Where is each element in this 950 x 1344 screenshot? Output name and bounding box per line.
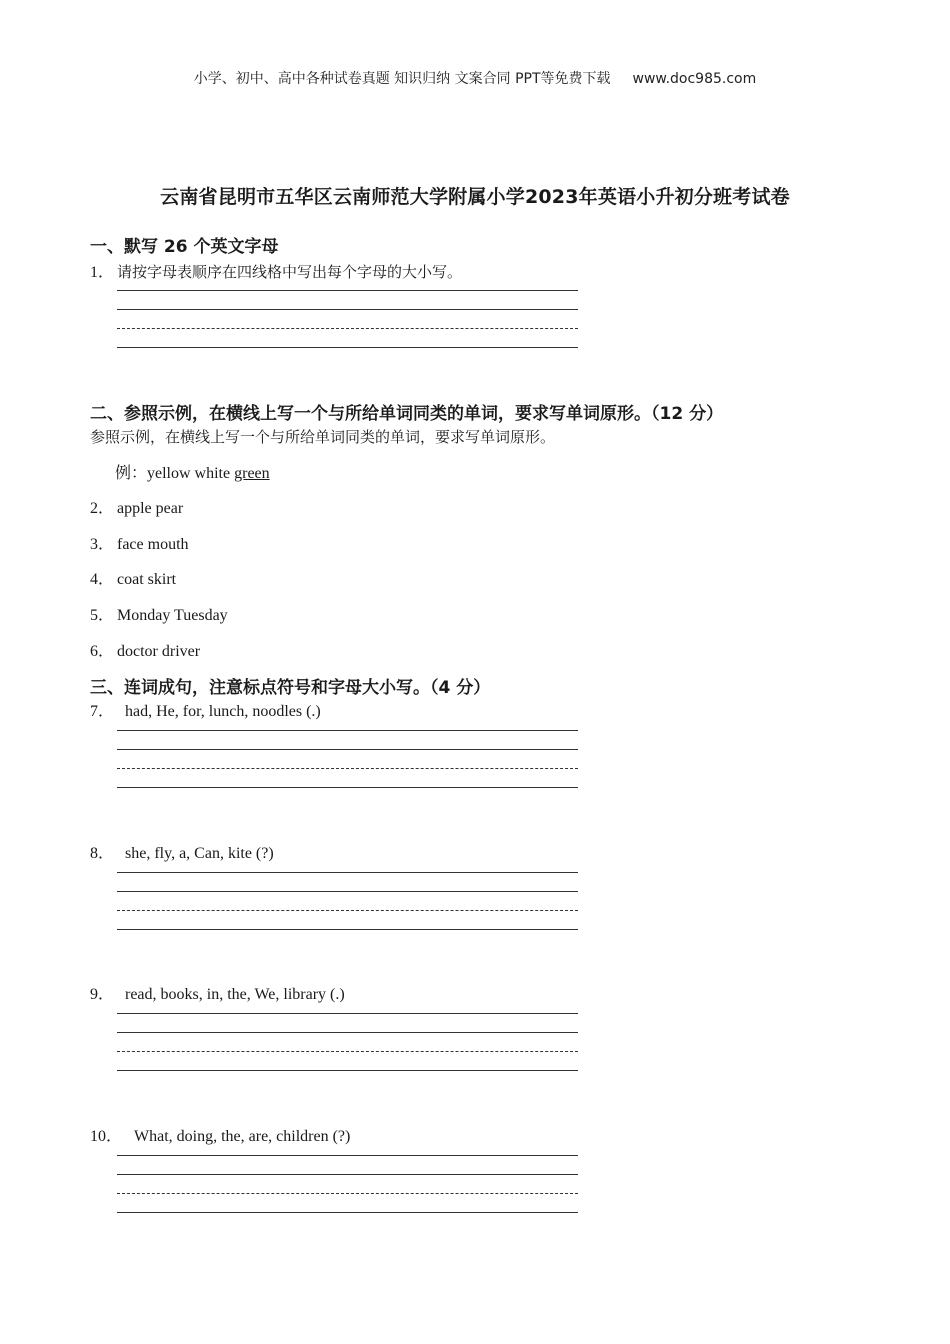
question-10 xyxy=(90,1123,350,1146)
question-4 xyxy=(90,566,176,589)
question-10-number: 10． xyxy=(90,1128,123,1145)
question-9-text: read, books, in, the, We, library (.) xyxy=(125,986,345,1003)
question-8 xyxy=(90,840,274,863)
question-5-text: Monday Tuesday xyxy=(117,607,228,624)
section3-heading: 三、连词成句，注意标点符号和字母大小写。（4 分） xyxy=(90,678,491,698)
question-9-number: 9． xyxy=(90,986,115,1003)
question-7 xyxy=(90,698,321,721)
example-prefix: 例：yellow white xyxy=(115,465,235,482)
question-4-text: coat skirt xyxy=(117,571,177,588)
question-3-number: 3． xyxy=(90,536,115,553)
question-6-text: doctor driver xyxy=(117,643,201,660)
writing-lines-q7[interactable] xyxy=(117,730,578,790)
section2-heading: 二、参照示例，在横线上写一个与所给单词同类的单词，要求写单词原形。（12 分） xyxy=(90,404,724,424)
question-1-text: 请按字母表顺序在四线格中写出每个字母的大小写。 xyxy=(117,265,463,281)
question-5-number: 5． xyxy=(90,607,115,624)
writing-lines-q8[interactable] xyxy=(117,872,578,932)
question-8-number: 8． xyxy=(90,845,115,862)
section2-instruction: 参照示例，在横线上写一个与所给单词同类的单词，要求写单词原形。 xyxy=(90,430,556,446)
section2-example xyxy=(115,460,270,483)
header-text: 小学、初中、高中各种试卷真题 知识归纳 文案合同 PPT等免费下载 xyxy=(193,71,611,87)
question-7-number: 7． xyxy=(90,703,115,720)
section1-heading: 一、默写 26 个英文字母 xyxy=(90,237,279,257)
question-8-text: she, fly, a, Can, kite (?) xyxy=(125,845,274,862)
question-2-number: 2． xyxy=(90,500,115,517)
question-2 xyxy=(90,495,183,518)
writing-lines-q9[interactable] xyxy=(117,1013,578,1073)
question-1 xyxy=(90,259,462,282)
question-9 xyxy=(90,981,345,1004)
page-header xyxy=(0,68,950,88)
question-6 xyxy=(90,638,200,661)
question-7-text: had, He, for, lunch, noodles (.) xyxy=(125,703,321,720)
writing-lines-q10[interactable] xyxy=(117,1155,578,1215)
writing-lines-q1[interactable] xyxy=(117,290,578,350)
page-title: 云南省昆明市五华区云南师范大学附属小学2023年英语小升初分班考试卷 xyxy=(160,186,790,208)
question-10-text: What, doing, the, are, children (?) xyxy=(134,1128,351,1145)
example-answer: green xyxy=(234,465,270,482)
question-3-text: face mouth xyxy=(117,536,189,553)
question-1-number: 1． xyxy=(90,264,115,281)
question-6-number: 6． xyxy=(90,643,115,660)
question-4-number: 4． xyxy=(90,571,115,588)
question-2-text: apple pear xyxy=(117,500,184,517)
header-site[interactable]: www.doc985.com xyxy=(632,71,757,87)
question-3 xyxy=(90,531,189,554)
question-5 xyxy=(90,602,228,625)
